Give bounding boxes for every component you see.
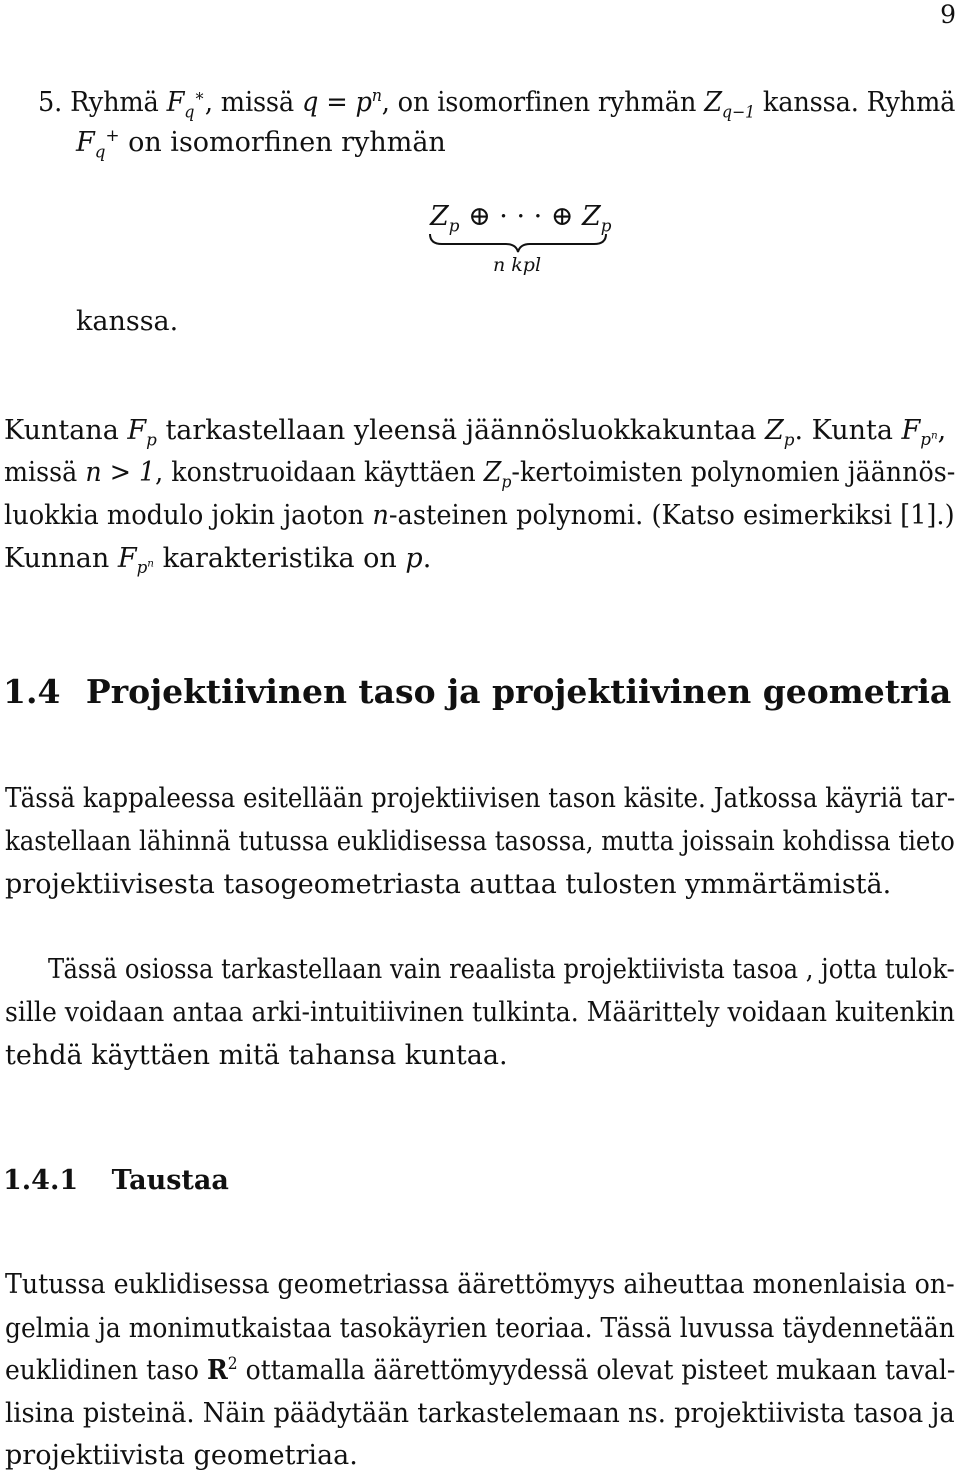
math-F-plus: $F_q^+$ [76, 125, 120, 162]
text: on isomorfinen ryhmän [128, 127, 446, 158]
para1-line3: luokkia modulo jokin jaoton n-asteinen polynomi. (Katso esimerkiksi [1].) [4, 500, 955, 531]
direct-sum-expression: $Z_p$ ⊕ · · · ⊕ $Z_p$ [430, 201, 612, 236]
subsection-number: 1.4.1 [3, 1165, 79, 1196]
para2-line1: Tässä kappaleessa esitellään projektiivisen tason käsite. Jatkossa käyriä tar- [5, 783, 956, 814]
para1-line1: Kuntana $F_p$ tarkastellaan yleensä jäännösluokkakuntaa $Z_p$. Kunta $F_{p^n}$, [4, 415, 947, 450]
math-q-eq: $q = p^n$ [301, 85, 382, 118]
text: , on isomorfinen ryhmän [381, 87, 697, 118]
para4-line1: Tutussa euklidisessa geometriassa äärettömyys aiheuttaa monenlaisia on- [5, 1269, 955, 1300]
math-R2: $R^2$ [206, 1353, 238, 1386]
para2-line3: projektiivisesta tasogeometriasta auttaa tulosten ymmärtämistä. [5, 869, 892, 900]
para3-line1: Tässä osiossa tarkastellaan vain reaalista projektiivista tasoa , jotta tulok- [48, 954, 955, 985]
item5-line2 [76, 126, 446, 160]
math-F: $F_q^∗$ [166, 85, 205, 122]
para1-line2: missä n > 1, konstruoidaan käyttäen $Z_p$-kertoimisten polynomien jäännös- [4, 457, 956, 492]
text: , missä [204, 87, 295, 118]
para3-line2: sille voidaan antaa arki-intuitiivinen tulkinta. Määrittely voidaan kuitenkin [5, 997, 955, 1028]
item5-line1 [38, 86, 955, 120]
text: Ryhmä [70, 87, 159, 118]
para3-line3: tehdä käyttäen mitä tahansa kuntaa. [5, 1040, 508, 1071]
para2-line2: kastellaan lähinnä tutussa euklidisessa tasossa, mutta joissain kohdissa tieto [5, 826, 955, 857]
para4-line3: euklidinen taso $R^2$ ottamalla äärettömyydessä olevat pisteet mukaan taval- [5, 1353, 956, 1386]
para4-line4: lisina pisteinä. Näin päädytään tarkastelemaan ns. projektiivista tasoa ja [5, 1398, 955, 1429]
brace-label: n kpl [493, 254, 542, 276]
para4-line5: projektiivista geometriaa. [5, 1440, 358, 1471]
section-title: Projektiivinen taso ja projektiivinen geometria [85, 672, 952, 711]
section-heading [3, 672, 951, 712]
underbrace-icon [428, 232, 608, 254]
subsection-heading [3, 1163, 229, 1199]
text: kanssa. Ryhmä [762, 87, 956, 118]
subsection-title: Taustaa [111, 1165, 229, 1196]
section-number: 1.4 [3, 672, 61, 711]
item5-kanssa: kanssa. [76, 306, 179, 337]
para4-line2: gelmia ja monimutkaistaa tasokäyrien teoriaa. Tässä luvussa täydennetään [5, 1313, 955, 1344]
para1-line4: Kunnan $F_{p^n}$ karakteristika on p. [4, 543, 432, 578]
math-Z: $Z_{q-1}$ [704, 87, 755, 122]
item-number: 5. [38, 87, 63, 118]
page-number: 9 [940, 0, 956, 29]
